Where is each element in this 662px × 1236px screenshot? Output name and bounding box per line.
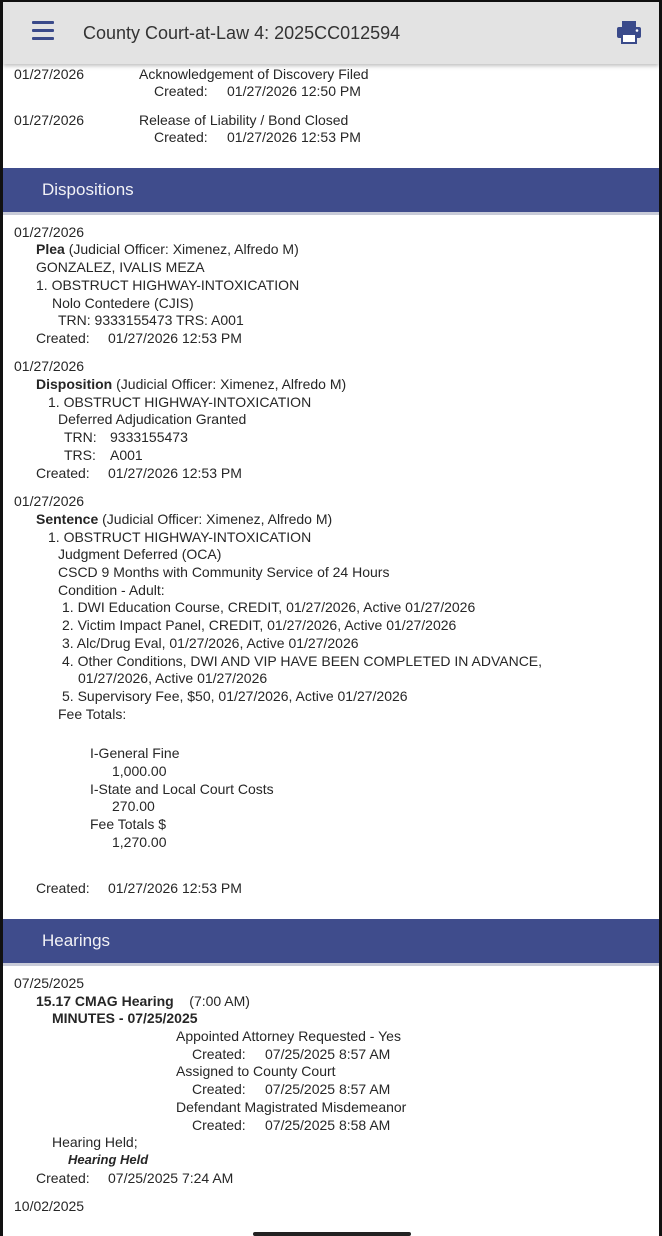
page-title: County Court-at-Law 4: 2025CC012594 xyxy=(83,23,401,43)
minute-entry: Assigned to County Court xyxy=(176,1063,336,1079)
plea-type: Plea xyxy=(36,241,65,257)
plea-charge: 1. OBSTRUCT HIGHWAY-INTOXICATION xyxy=(36,277,300,293)
event-created-label: Created: xyxy=(154,83,208,99)
hearing-minutes: MINUTES - 07/25/2025 xyxy=(52,1010,198,1026)
event-date: 01/27/2026 xyxy=(14,66,85,82)
disposition-created: 01/27/2026 12:53 PM xyxy=(108,465,242,481)
hearing-time: (7:00 AM) xyxy=(189,993,250,1009)
event-date: 01/27/2026 xyxy=(14,112,85,128)
disposition-trs: A001 xyxy=(110,447,143,463)
hearing-created: 07/25/2025 7:24 AM xyxy=(108,1170,234,1186)
sentence-cscd: CSCD 9 Months with Community Service of 24 Hours xyxy=(58,564,390,580)
disposition-type: Disposition xyxy=(36,376,113,392)
sentence-heading xyxy=(36,511,332,527)
event-description: Release of Liability / Bond Closed xyxy=(139,112,349,128)
disposition-created-label: Created: xyxy=(36,465,90,481)
plea-created-label: Created: xyxy=(36,330,90,346)
minute-created: 07/25/2025 8:57 AM xyxy=(265,1046,391,1062)
minute-created: 07/25/2025 8:57 AM xyxy=(265,1081,391,1097)
top-app-bar xyxy=(3,2,659,64)
condition-item: 3. Alc/Drug Eval, 01/27/2026, Active 01/27/2026 xyxy=(62,635,359,651)
hearing-result: Hearing Held; xyxy=(52,1134,138,1150)
hearing-result-detail: Hearing Held xyxy=(68,1152,149,1167)
disposition-officer: (Judicial Officer: Ximenez, Alfredo M) xyxy=(116,376,347,392)
sentence-charge: 1. OBSTRUCT HIGHWAY-INTOXICATION xyxy=(48,529,312,545)
disposition-heading xyxy=(36,376,346,392)
sentence-created: 01/27/2026 12:53 PM xyxy=(108,880,242,896)
fee-heading: Fee Totals: xyxy=(58,706,127,722)
minute-entry: Defendant Magistrated Misdemeanor xyxy=(176,1099,407,1115)
plea-date: 01/27/2026 xyxy=(14,224,85,240)
condition-item: 5. Supervisory Fee, $50, 01/27/2026, Active 01/27/2026 xyxy=(62,688,408,704)
plea-party: GONZALEZ, IVALIS MEZA xyxy=(36,259,205,275)
sentence-created-label: Created: xyxy=(36,880,90,896)
fee-name: I-General Fine xyxy=(90,745,180,761)
minute-entry: Appointed Attorney Requested - Yes xyxy=(176,1028,401,1044)
plea-officer: (Judicial Officer: Ximenez, Alfredo M) xyxy=(68,241,299,257)
minute-created: 07/25/2025 8:58 AM xyxy=(265,1117,391,1133)
plea-heading xyxy=(36,241,299,257)
hearings-section-header xyxy=(3,919,659,966)
sentence-date: 01/27/2026 xyxy=(14,493,85,509)
event-created: 01/27/2026 12:50 PM xyxy=(227,83,361,99)
fee-amount: 1,270.00 xyxy=(112,834,167,850)
section-title: Dispositions xyxy=(42,180,134,199)
plea-result: Nolo Contedere (CJIS) xyxy=(52,295,194,311)
condition-item-continued: 01/27/2026, Active 01/27/2026 xyxy=(78,670,268,686)
plea-trn-trs: TRN: 9333155473 TRS: A001 xyxy=(58,312,244,328)
event-created-label: Created: xyxy=(154,129,208,145)
hamburger-menu-icon[interactable] xyxy=(32,21,54,39)
minute-created-label: Created: xyxy=(192,1081,246,1097)
sentence-judgment: Judgment Deferred (OCA) xyxy=(58,546,222,562)
minute-created-label: Created: xyxy=(192,1046,246,1062)
sentence-officer: (Judicial Officer: Ximenez, Alfredo M) xyxy=(102,511,333,527)
disposition-trs-label: TRS: xyxy=(64,447,96,463)
dispositions-section-header xyxy=(3,168,659,215)
hearing-name: 15.17 CMAG Hearing xyxy=(36,993,174,1009)
hearing-date: 07/25/2025 xyxy=(14,975,85,991)
sentence-type: Sentence xyxy=(36,511,99,527)
disposition-trn-label: TRN: xyxy=(64,429,97,445)
hearing-heading xyxy=(36,993,250,1009)
condition-heading: Condition - Adult: xyxy=(58,582,165,598)
next-hearing-date: 10/02/2025 xyxy=(14,1198,85,1214)
condition-item: 4. Other Conditions, DWI AND VIP HAVE BEEN COMPLETED IN ADVANCE, xyxy=(62,653,543,669)
fee-amount: 1,000.00 xyxy=(112,763,167,779)
fee-name: Fee Totals $ xyxy=(90,816,167,832)
home-indicator xyxy=(253,1232,411,1236)
event-description: Acknowledgement of Discovery Filed xyxy=(139,66,369,82)
section-title: Hearings xyxy=(42,931,111,950)
fee-name: I-State and Local Court Costs xyxy=(90,781,274,797)
disposition-charge: 1. OBSTRUCT HIGHWAY-INTOXICATION xyxy=(48,394,312,410)
disposition-trn: 9333155473 xyxy=(110,429,188,445)
event-created: 01/27/2026 12:53 PM xyxy=(227,129,361,145)
fee-amount: 270.00 xyxy=(112,798,155,814)
condition-item: 1. DWI Education Course, CREDIT, 01/27/2026, Active 01/27/2026 xyxy=(62,599,476,615)
disposition-result: Deferred Adjudication Granted xyxy=(58,411,247,427)
disposition-date: 01/27/2026 xyxy=(14,358,85,374)
condition-item: 2. Victim Impact Panel, CREDIT, 01/27/2026, Active 01/27/2026 xyxy=(62,617,457,633)
minute-created-label: Created: xyxy=(192,1117,246,1133)
hearing-created-label: Created: xyxy=(36,1170,90,1186)
plea-created: 01/27/2026 12:53 PM xyxy=(108,330,242,346)
printer-icon[interactable] xyxy=(615,20,643,44)
